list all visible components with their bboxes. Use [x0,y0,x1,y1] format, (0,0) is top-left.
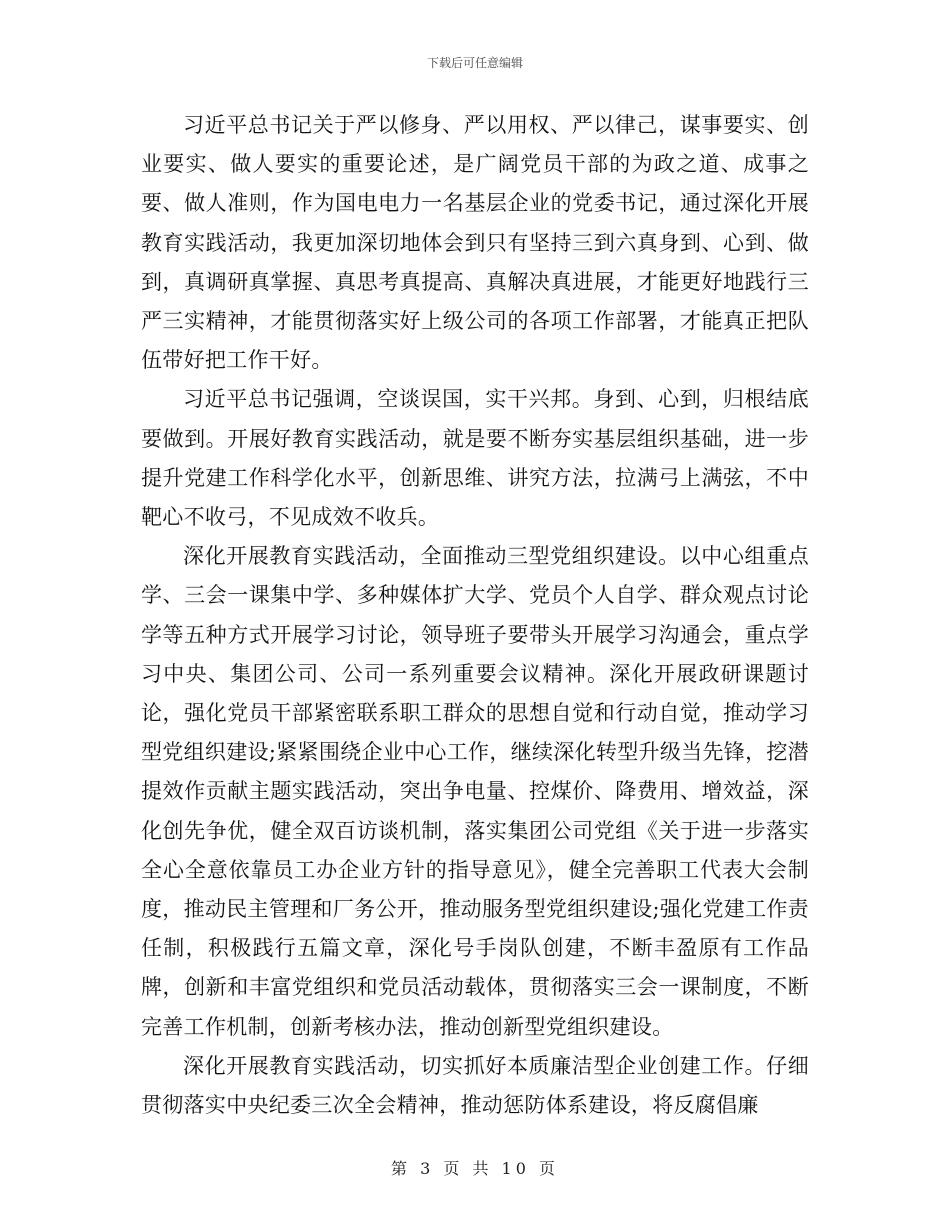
paragraph-4: 深化开展教育实践活动，切实抓好本质廉洁型企业创建工作。仔细贯彻落实中央纪委三次全会精神，推动惩防体系建设，将反腐倡廉 [141,1053,809,1118]
page-header: 下载后可任意编辑 [426,56,523,70]
paragraph-2: 习近平总书记强调，空谈误国，实干兴邦。身到、心到，归根结底要做到。开展好教育实践活动，就是要不断夯实基层组织基础，进一步提升党建工作科学化水平，创新思维、讲究方法，拉满弓上满弦，不中靶心不收弓，不见成效不收兵。 [141,387,809,530]
document-body [141,106,809,1125]
paragraph-3: 深化开展教育实践活动，全面推动三型党组织建设。以中心组重点学、三会一课集中学、多种媒体扩大学、党员个人自学、群众观点讨论学等五种方式开展学习讨论，领导班子要带头开展学习沟通会，重点学习中央、集团公司、公司一系列重要会议精神。深化开展政研课题讨论，强化党员干部紧密联系职工群众的思想自觉和行动自觉，推动学习型党组织建设;紧紧围绕企业中心工作，继续深化转型升级当先锋，挖潜提效作贡献主题实践活动，突出争电量、控煤价、降费用、增效益，深化创先争优，健全双百访谈机制，落实集团公司党组《关于进一步落实全心全意依靠员工办企业方针的指导意见》，健全完善职工代表大会制度，推动民主管理和厂务公开，推动服务型党组织建设;强化党建工作责任制，积极践行五篇文章，深化号手岗队创建，不断丰盈原有工作品牌，创新和丰富党组织和党员活动载体，贯彻落实三会一课制度，不断完善工作机制，创新考核办法，推动创新型党组织建设。 [141,544,809,1039]
page-footer: 第 3 页 共 10 页 [391,1159,559,1178]
paragraph-1: 习近平总书记关于严以修身、严以用权、严以律己，谋事要实、创业要实、做人要实的重要论述，是广阔党员干部的为政之道、成事之要、做人准则，作为国电电力一名基层企业的党委书记，通过深化开展教育实践活动，我更加深切地体会到只有坚持三到六真身到、心到、做到，真调研真掌握、真思考真提高、真解决真进展，才能更好地践行三严三实精神，才能贯彻落实好上级公司的各项工作部署，才能真正把队伍带好把工作干好。 [141,113,809,373]
